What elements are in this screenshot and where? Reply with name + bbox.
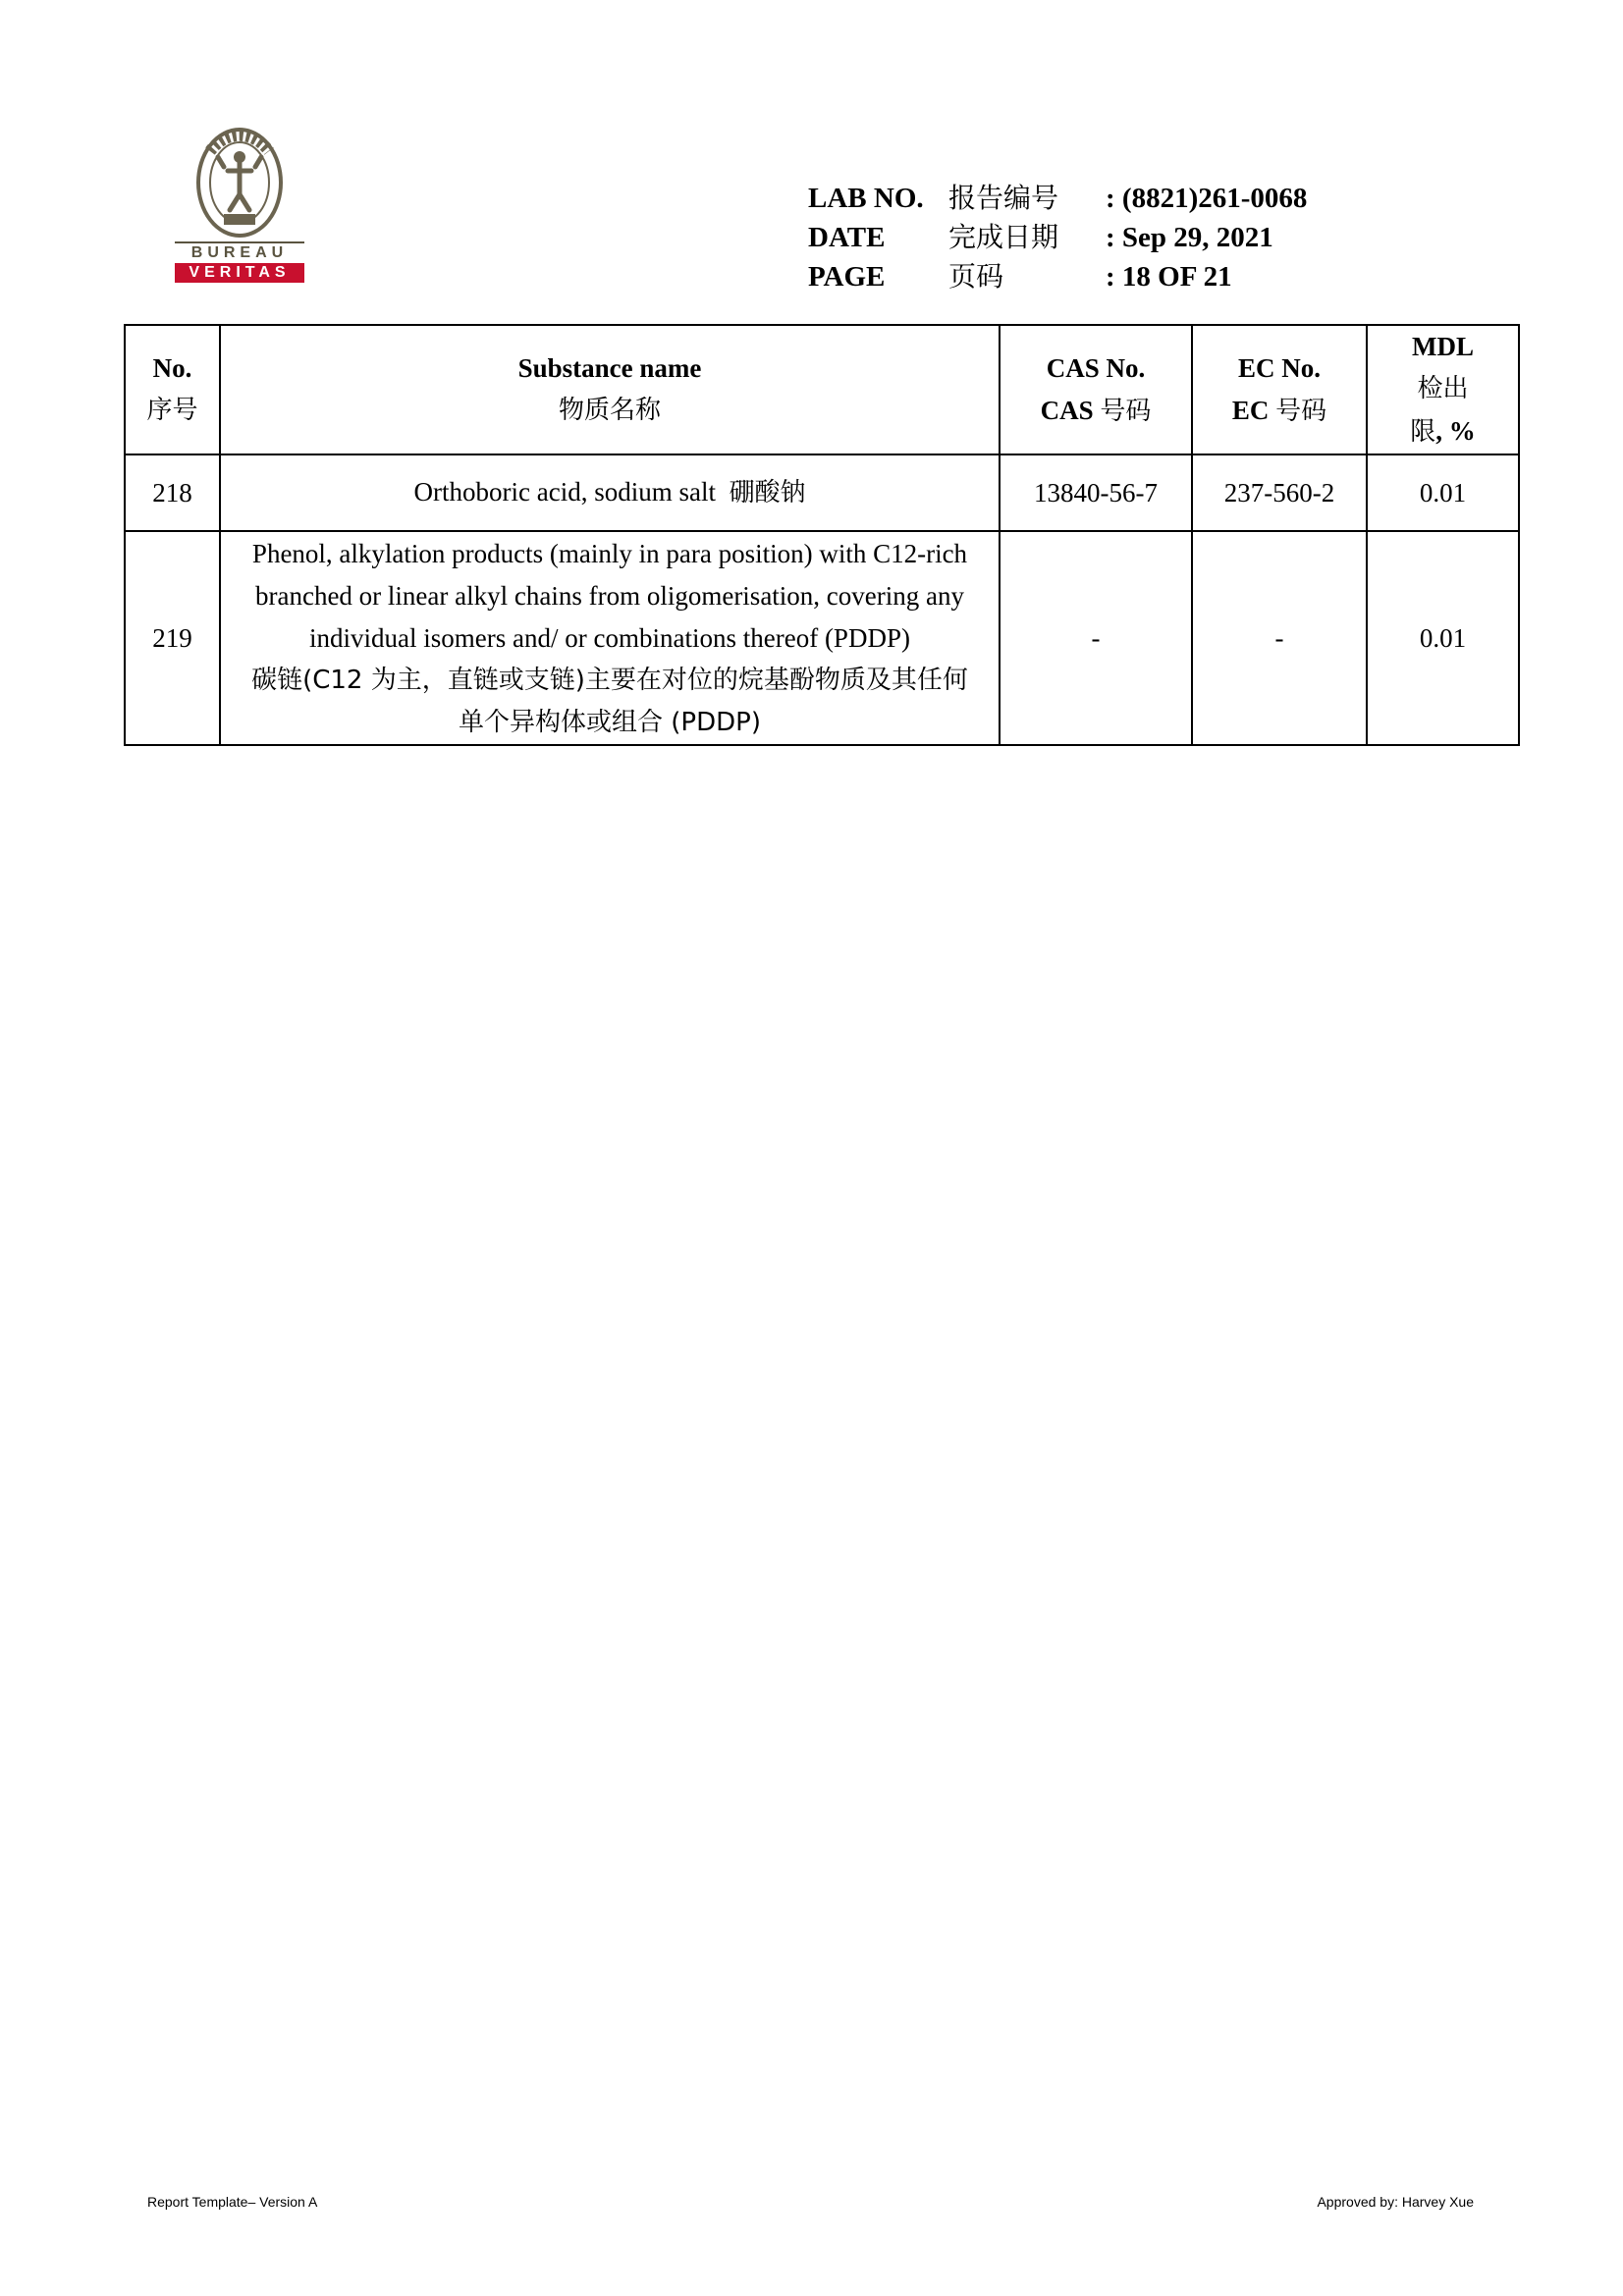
substance-name-line: individual isomers and/ or combinations thereof (PDDP) [309,622,910,653]
col-header-substance [220,325,1000,454]
substance-name-en: Orthoboric acid, sodium salt [413,477,716,507]
col-header-mdl-cn2-line [1368,410,1518,454]
col-header-substance-cn: 物质名称 [558,396,661,425]
substance-name-line: branched or linear alkyl chains from oligomerisation, covering any [254,580,964,611]
report-header [808,179,1307,296]
footer-approved-by: Approved by: Harvey Xue [1317,2194,1474,2210]
date-label: DATE [808,222,886,253]
page-label: PAGE [808,261,886,293]
col-header-mdl-cn2: 限 [1410,417,1436,447]
col-header-mdl [1367,325,1519,454]
lab-no-row [808,179,1307,218]
date-row [808,218,1307,257]
col-header-ec [1192,325,1367,454]
col-header-cas [1000,325,1192,454]
cell-mdl: 0.01 [1367,454,1519,531]
cell-mdl: 0.01 [1367,531,1519,745]
col-header-cas-prefix: CAS [1040,395,1094,425]
substance-name-line-cn: 单个异构体或组合 (PDDP) [459,707,761,737]
substance-table [124,324,1520,746]
col-header-cas-cn-line [1001,390,1191,433]
logo-word-veritas: VERITAS [175,263,304,283]
page-label-cn: 页码 [948,260,1004,293]
cell-no: 219 [125,531,220,745]
cell-no: 218 [125,454,220,531]
cell-substance-name [220,454,1000,531]
date-value: : Sep 29, 2021 [1106,222,1273,253]
lab-no-label-cn: 报告编号 [948,182,1059,214]
footer-template-version: Report Template– Version A [147,2194,318,2210]
col-header-ec-en: EC No. [1237,352,1321,383]
col-header-no-cn: 序号 [146,396,198,425]
cell-cas-no: 13840-56-7 [1000,454,1192,531]
substance-name-cn: 硼酸钠 [729,478,806,507]
col-header-mdl-en: MDL [1412,332,1474,361]
col-header-ec-cn-line [1193,390,1366,433]
table-header-row [125,325,1519,454]
cell-ec-no: 237-560-2 [1192,454,1367,531]
page-value: : 18 OF 21 [1106,261,1232,293]
cell-ec-no: - [1192,531,1367,745]
substance-name-line-cn: 碳链(C12 为主，直链或支链)主要在对位的烷基酚物质及其任何 [251,665,968,695]
col-header-no [125,325,220,454]
substance-name-line: Phenol, alkylation products (mainly in para position) with C12-rich [251,538,968,568]
col-header-cas-cn: 号码 [1100,396,1152,426]
lab-no-value: : (8821)261-0068 [1106,183,1308,214]
col-header-mdl-cn1: 检出 [1417,374,1469,403]
table-row [125,454,1519,531]
col-header-substance-en: Substance name [517,353,702,383]
date-label-cn: 完成日期 [948,221,1059,253]
cell-substance-name [220,531,1000,745]
logo-emblem-icon [175,126,304,241]
bureau-veritas-logo [175,126,304,288]
logo-word-bureau: BUREAU [175,241,304,263]
table-row [125,531,1519,745]
col-header-ec-prefix: EC [1231,395,1270,425]
cell-cas-no: - [1000,531,1192,745]
col-header-mdl-suffix: , % [1435,416,1476,446]
page-row [808,257,1307,296]
col-header-cas-en: CAS No. [1046,352,1146,383]
col-header-no-en: No. [152,353,192,383]
lab-no-label: LAB NO. [808,183,924,214]
col-header-ec-cn: 号码 [1275,396,1327,426]
